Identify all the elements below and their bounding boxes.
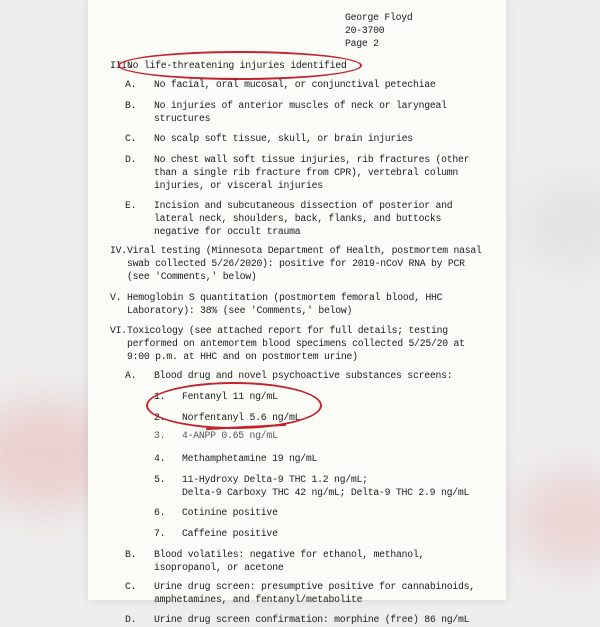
section-iii-title: No life-threatening injuries identified [127, 60, 347, 71]
item-text: structures [154, 113, 211, 124]
item-text: No injuries of anterior muscles of neck or laryngeal [154, 100, 447, 111]
item-letter: A. [125, 370, 137, 381]
list-item-text: Methamphetamine 19 ng/mL [182, 453, 318, 464]
item-letter: B. [125, 549, 137, 560]
item-text: than a single rib fracture from CPR), vertebral column [154, 167, 458, 178]
list-item-text: Delta-9 Carboxy THC 42 ng/mL; Delta-9 THC 2.9 ng/mL [182, 487, 470, 498]
item-text: No chest wall soft tissue injuries, rib fractures (other [154, 154, 470, 165]
section-vi-text: Toxicology (see attached report for full details; testing [127, 325, 448, 336]
list-number: 1. [154, 391, 166, 402]
list-item-text: Fentanyl 11 ng/mL [182, 391, 278, 402]
header-case-number: 20-3700 [345, 25, 385, 36]
list-item-text: 4-ANPP 0.65 ng/mL [182, 430, 278, 441]
item-letter: C. [125, 133, 137, 144]
background-blur [515, 470, 600, 570]
item-letter: D. [125, 614, 137, 625]
red-circle-annotation [118, 51, 362, 80]
section-iv-text: (see 'Comments,' below) [127, 271, 257, 282]
item-letter: B. [125, 100, 137, 111]
section-vi-text: 9:00 p.m. at HHC and on postmortem urine) [127, 351, 358, 362]
section-iv-numeral: IV. [110, 245, 127, 256]
item-text: No scalp soft tissue, skull, or brain injuries [154, 133, 413, 144]
item-text: Incision and subcutaneous dissection of posterior and [154, 200, 453, 211]
item-letter: D. [125, 154, 137, 165]
item-letter: A. [125, 79, 137, 90]
list-number: 4. [154, 453, 166, 464]
section-v-numeral: V. [110, 292, 122, 303]
item-text: isopropanol, or acetone [154, 562, 284, 573]
item-letter: C. [125, 581, 137, 592]
header-name: George Floyd [345, 12, 413, 23]
autopsy-report-page [88, 0, 506, 625]
item-text: Blood volatiles: negative for ethanol, methanol, [154, 549, 425, 560]
item-text: amphetamines, and fentanyl/metabolite [154, 594, 363, 605]
item-letter: E. [125, 200, 137, 211]
list-item-text: Cotinine positive [182, 507, 278, 518]
list-number: 7. [154, 528, 166, 539]
section-iv-text: Viral testing (Minnesota Department of Health, postmortem nasal [127, 245, 482, 256]
section-iii-numeral: III. [110, 60, 133, 71]
section-iv-text: swab collected 5/26/2020): positive for 2019-nCoV RNA by PCR [127, 258, 465, 269]
list-number: 3. [154, 430, 166, 441]
background-blur [520, 180, 600, 270]
red-circle-annotation [146, 382, 322, 429]
list-item-text: 11-Hydroxy Delta-9 THC 1.2 ng/mL; [182, 474, 368, 485]
section-v-text: Laboratory): 38% (see 'Comments,' below) [127, 305, 353, 316]
item-text: No facial, oral mucosal, or conjunctival petechiae [154, 79, 436, 90]
section-vi-text: performed on antemortem blood specimens collected 5/25/20 at [127, 338, 465, 349]
section-v-text: Hemoglobin S quantitation (postmortem femoral blood, HHC [127, 292, 443, 303]
item-text: injuries, or visceral injuries [154, 180, 323, 191]
list-number: 6. [154, 507, 166, 518]
item-text: Blood drug and novel psychoactive substances screens: [154, 370, 453, 381]
section-vi-numeral: VI. [110, 325, 127, 336]
list-number: 2. [154, 412, 166, 423]
item-text: Urine drug screen: presumptive positive for cannabinoids, [154, 581, 475, 592]
header-page-number: Page 2 [345, 38, 379, 49]
item-text: negative for occult trauma [154, 226, 301, 237]
list-number: 5. [154, 474, 166, 485]
list-item-text: Norfentanyl 5.6 ng/mL [182, 412, 301, 423]
item-text: lateral neck, shoulders, back, flanks, and buttocks [154, 213, 442, 224]
item-text: Urine drug screen confirmation: morphine (free) 86 ng/mL [154, 614, 470, 625]
list-item-text: Caffeine positive [182, 528, 278, 539]
